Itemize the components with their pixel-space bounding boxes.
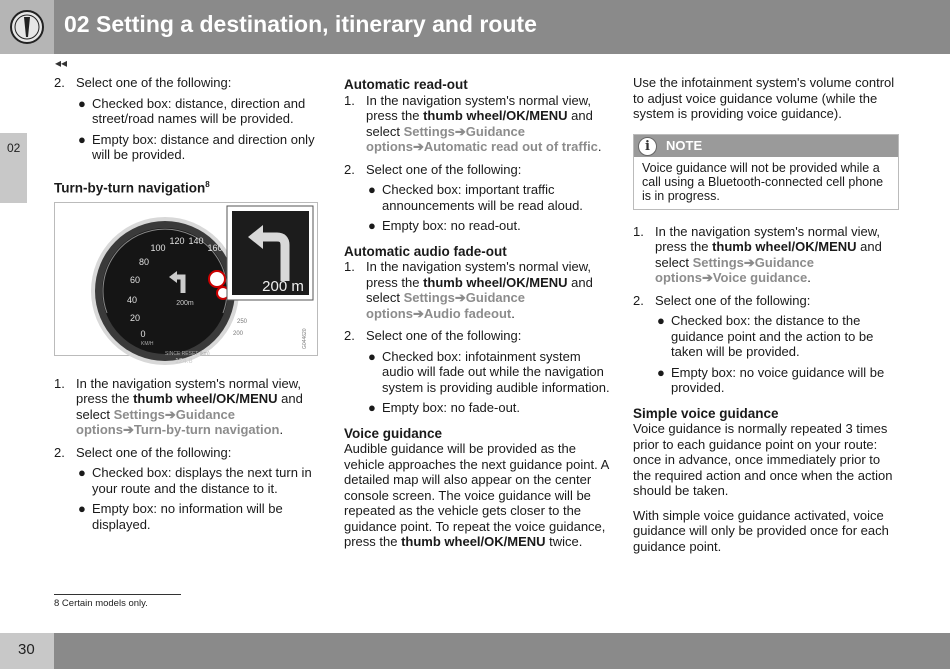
list-text: In the navigation system's normal view, press the: [366, 259, 592, 290]
footnote-text: Certain models only.: [59, 598, 148, 609]
simple-guidance-paragraph-1: Voice guidance is normally repeated 3 times prior to each guidance point on your route: once in advance, once immediately prior to the required action and once when the action should be taken.: [633, 421, 893, 498]
list-number: 1.: [344, 259, 355, 274]
note-title: NOTE: [666, 137, 703, 153]
list-text: .: [279, 422, 284, 437]
trip-value: 124.8: [175, 357, 193, 365]
speedometer-illustration: [55, 203, 317, 365]
column-2: [344, 75, 610, 559]
section-heading-audio-fade-out: Automatic audio fade-out: [344, 243, 507, 259]
bullet-item: ● Checked box: distance, direction and street/road names will be provided.: [78, 95, 306, 126]
turn-by-turn-figure: [54, 202, 318, 365]
list-number: 2.: [344, 161, 355, 177]
menu-path-audio-fadeout: Audio fadeout: [423, 305, 512, 321]
bullet-text: Checked box: important traffic announcements will be read aloud.: [382, 182, 583, 213]
chapter-logo: [0, 0, 54, 54]
figure-code: G044620: [302, 327, 308, 349]
bullet-item: ● Empty box: no information will be displayed.: [78, 501, 283, 532]
list-text: and select: [655, 239, 882, 270]
menu-path-guidance-options: Guidance options: [76, 406, 236, 437]
list-number: 2.: [344, 328, 355, 343]
list-text: .: [597, 139, 602, 154]
note-text: Voice guidance will not be provided while a call using a Bluetooth-connected cell phone is in progress.: [642, 160, 884, 203]
speed-label: 0: [140, 328, 146, 339]
list-text: Select one of the following:: [366, 328, 522, 343]
bullet-text: Checked box: infotainment system audio will fade out while the navigation system is providing audible information.: [382, 348, 610, 395]
page-title: 02 Setting a destination, itinerary and route: [64, 11, 537, 37]
column-1: [54, 75, 320, 539]
arrow-right-icon: ➔: [701, 270, 713, 285]
list-item: [54, 75, 320, 163]
menu-path-automatic-read-out: Automatic read out of traffic: [423, 139, 598, 154]
bullet-text: Empty box: no read-out.: [382, 218, 521, 233]
footnote-number: 8: [54, 598, 60, 609]
chapter-tab[interactable]: [0, 133, 27, 203]
note-box: [633, 134, 899, 210]
speed-label: 80: [138, 256, 150, 267]
speed-label: 40: [126, 294, 138, 305]
menu-path-guidance-options: Guidance options: [366, 123, 526, 154]
bullet-item: ● Checked box: infotainment system audio will fade out while the navigation system is providing audible information.: [368, 348, 610, 395]
arrow-right-icon: ➔: [454, 290, 466, 305]
list-item: [344, 259, 610, 321]
arrow-right-icon: ➔: [164, 406, 176, 422]
info-icon: i: [638, 137, 657, 156]
list-item: [54, 445, 320, 533]
list-text: In the navigation system's normal view, press the: [76, 375, 302, 406]
menu-path-guidance-options: Guidance options: [366, 290, 526, 321]
simple-guidance-paragraph-2: With simple voice guidance activated, voice guidance will only be provided once for each guidance point.: [633, 507, 889, 554]
control-name: thumb wheel/OK/MENU: [712, 239, 857, 254]
column-3: [633, 75, 899, 563]
list-number: 2.: [633, 292, 644, 308]
control-name: thumb wheel/OK/MENU: [423, 274, 568, 290]
page-number-box: [0, 633, 54, 669]
list-text: In the navigation system's normal view, press the: [366, 92, 592, 123]
list-number: 2.: [54, 444, 65, 460]
gauge-label: 200: [233, 330, 244, 337]
arrow-right-icon: ➔: [122, 422, 134, 437]
list-item: [344, 162, 610, 234]
page-number: 30: [18, 641, 35, 658]
control-name: thumb wheel/OK/MENU: [423, 108, 568, 123]
list-text: Select one of the following:: [76, 444, 232, 460]
compass-icon: [9, 9, 45, 45]
list-text: and select: [366, 108, 593, 139]
voice-guidance-paragraph: [344, 441, 610, 550]
bullet-item: ● Checked box: the distance to the guidance point and the action to be taken will be provided.: [657, 313, 874, 359]
note-header: [634, 135, 898, 157]
menu-path-settings: Settings: [692, 254, 744, 270]
bullet-item: ● Checked box: displays the next turn in your route and the distance to it.: [78, 465, 312, 496]
bullet-text: Checked box: distance, direction and street/road names will be provided.: [92, 95, 306, 126]
footnote-ref: 8: [205, 179, 210, 189]
section-heading-turn-by-turn: [54, 177, 320, 196]
bullet-text: Checked box: the distance to the guidance point and the action to be taken will be provided.: [671, 313, 874, 359]
list-text: .: [807, 270, 811, 285]
bullet-text: Empty box: no fade-out.: [382, 400, 521, 415]
chapter-tab-label: 02: [7, 141, 21, 155]
arrow-right-icon: ➔: [412, 139, 424, 154]
list-number: 1.: [633, 223, 644, 239]
paragraph-text: Audible guidance will be provided as the vehicle approaches the next guidance point. A detailed map will also appear on the center console screen. The voice guidance will be repeated as the vehicle gets closer to the guidance point. To repeat the voice guidance, press the: [344, 441, 609, 549]
speed-label: 120: [169, 235, 185, 246]
bullet-item: ● Empty box: no fade-out.: [368, 400, 521, 415]
list-text: Select one of the following:: [366, 161, 522, 177]
bullet-text: Checked box: displays the next turn in your route and the distance to it.: [92, 465, 312, 496]
bullet-text: Empty box: no voice guidance will be provided.: [671, 364, 885, 395]
control-name: thumb wheel/OK/MENU: [401, 534, 546, 549]
list-number: 1.: [344, 92, 355, 108]
list-text: Select one of the following:: [655, 292, 811, 308]
footnote-divider: [54, 594, 181, 595]
section-heading-automatic-read-out: Automatic read-out: [344, 77, 468, 92]
menu-path-settings: Settings: [403, 290, 455, 305]
menu-path-voice-guidance: Voice guidance: [712, 270, 808, 285]
arrow-right-icon: ➔: [412, 305, 424, 321]
section-heading-simple-voice-guidance: Simple voice guidance: [633, 405, 779, 421]
control-name: thumb wheel/OK/MENU: [133, 391, 278, 406]
bullet-text: Empty box: no information will be displayed.: [92, 501, 283, 532]
volume-paragraph: Use the infotainment system's volume control to adjust voice guidance volume (while the system is providing voice guidance).: [633, 75, 895, 121]
gauge-label: 250: [237, 318, 248, 325]
bullet-item: ● Checked box: important traffic announcements will be read aloud.: [368, 182, 583, 213]
speed-label: 60: [129, 274, 141, 285]
list-text: and select: [366, 274, 593, 305]
speed-label: 100: [150, 242, 166, 253]
menu-path-turn-by-turn: Turn-by-turn navigation: [133, 422, 280, 437]
arrow-right-icon: ➔: [454, 123, 466, 139]
heading-text: Turn-by-turn navigation: [54, 180, 206, 195]
bullet-item: ● Empty box: distance and direction only will be provided.: [78, 131, 315, 162]
menu-path-settings: Settings: [113, 406, 165, 422]
bullet-text: Empty box: distance and direction only will be provided.: [92, 131, 315, 162]
trip-label: SINCE RESET (km): [165, 350, 210, 357]
previous-page-link[interactable]: ◂◂: [55, 56, 68, 70]
bullet-item: ● Empty box: no voice guidance will be provided.: [657, 364, 885, 395]
section-heading-voice-guidance: Voice guidance: [344, 425, 443, 441]
list-text: In the navigation system's normal view, press the: [655, 223, 881, 254]
list-item: [344, 93, 610, 155]
list-number: 2.: [54, 75, 65, 90]
speed-label: 160: [207, 242, 223, 253]
list-item: [633, 224, 899, 286]
page-footer: [0, 633, 950, 669]
distance-label-small: 200m: [176, 299, 194, 307]
bullet-item: ● Empty box: no read-out.: [368, 218, 521, 233]
list-item: [633, 293, 899, 396]
speed-label: 140: [188, 235, 204, 246]
list-item: [54, 376, 320, 438]
list-text: and select: [76, 391, 303, 422]
distance-label-large: 200 m: [262, 277, 304, 295]
list-number: 1.: [54, 375, 65, 391]
footnote: [54, 598, 148, 609]
unit-label: KM/H: [141, 340, 154, 347]
menu-path-guidance-options: Guidance options: [655, 254, 815, 285]
speed-label: 20: [129, 312, 141, 323]
arrow-right-icon: ➔: [743, 254, 755, 270]
paragraph-text: twice.: [545, 534, 583, 549]
menu-path-settings: Settings: [403, 123, 455, 139]
list-text: .: [511, 305, 515, 321]
list-item: [344, 328, 610, 416]
list-text: Select one of the following:: [76, 75, 232, 90]
